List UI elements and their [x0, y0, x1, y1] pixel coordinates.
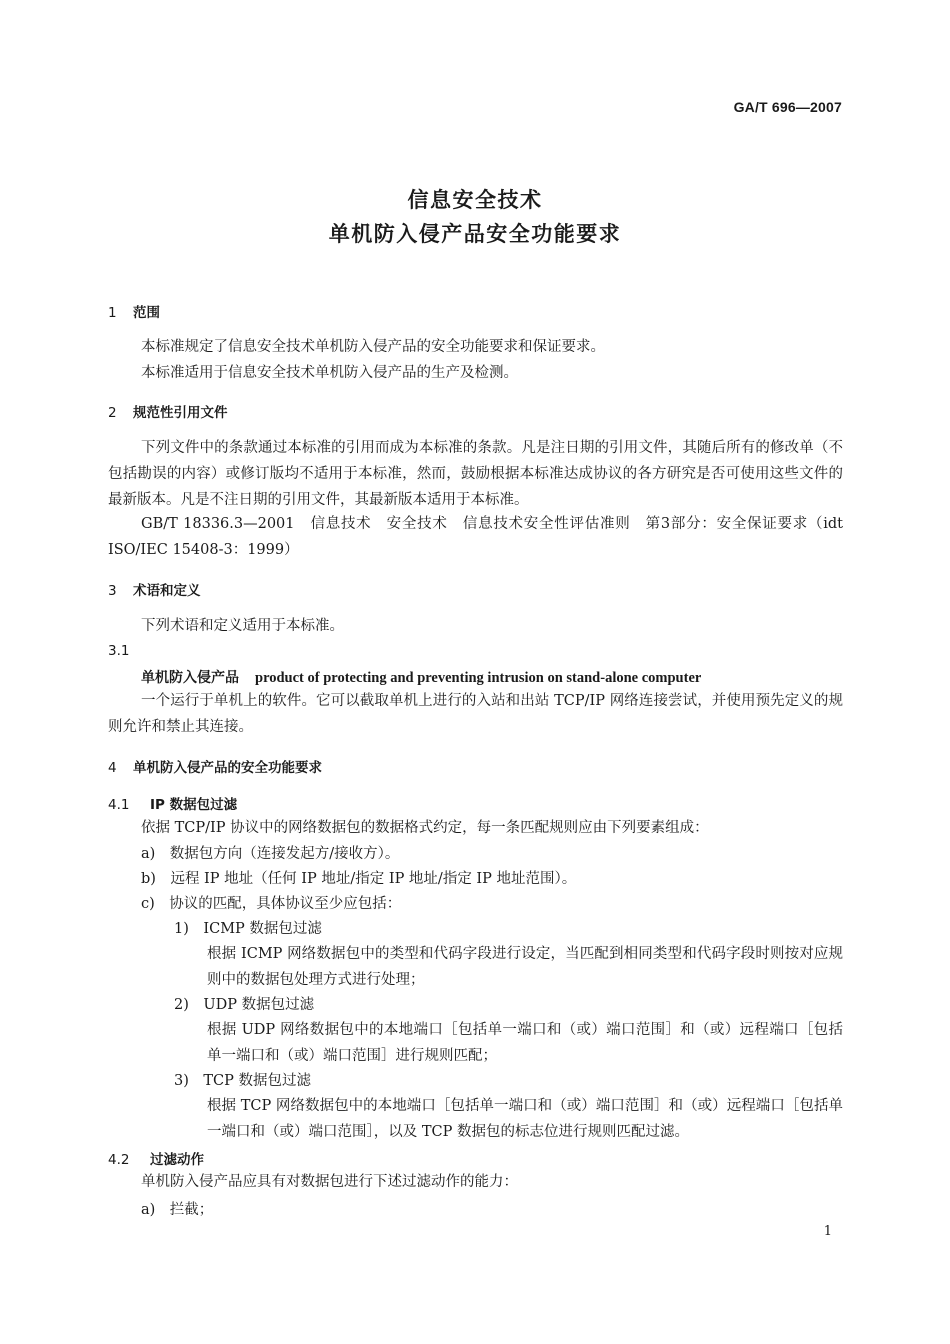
page-number: 1: [823, 1224, 832, 1239]
list-item-c: c) 协议的匹配，具体协议至少应包括：: [141, 896, 402, 912]
term-3-1-definition: 一个运行于单机上的软件。它可以截取单机上进行的入站和出站 TCP/IP 网络连接尝试，并使用预先定义的规则允许和禁止其连接。: [108, 693, 843, 735]
sub-item-1-text: 根据 ICMP 网络数据包中的类型和代码字段进行设定，当匹配到相同类型和代码字段时则按对应规则中的数据包处理方式进行处理；: [207, 946, 843, 988]
section-2-reference: GB/T 18336.3—2001 信息技术 安全技术 信息技术安全性评估准则 第3部分：安全保证要求（idt ISO/IEC 15408-3：1999）: [108, 516, 843, 558]
section-4-2-item-a: a) 拦截；: [141, 1202, 214, 1218]
list-item-a: a) 数据包方向（连接发起方/接收方）。: [141, 846, 400, 862]
section-4-1-intro: 依据 TCP/IP 协议中的网络数据包的数据格式约定，每一条匹配规则应由下列要素组成：: [141, 820, 709, 836]
section-3-heading: 3 术语和定义: [108, 583, 201, 599]
title-line-2: 单机防入侵产品安全功能要求: [328, 222, 622, 246]
sub-item-3-title: 3) TCP 数据包过滤: [174, 1073, 312, 1089]
term-3-1: [141, 667, 701, 687]
sub-item-3-text: 根据 TCP 网络数据包中的本地端口［包括单一端口和（或）端口范围］和（或）远程端口［包括单一端口和（或）端口范围］，以及 TCP 数据包的标志位进行规则匹配过滤。: [207, 1098, 843, 1140]
section-1-para-2: 本标准适用于信息安全技术单机防入侵产品的生产及检测。: [141, 365, 518, 381]
section-3-para-1: 下列术语和定义适用于本标准。: [141, 618, 344, 634]
title-line-1: 信息安全技术: [407, 188, 543, 212]
section-1-para-1: 本标准规定了信息安全技术单机防入侵产品的安全功能要求和保证要求。: [141, 339, 605, 355]
section-4-2-heading: 4.2 过滤动作: [108, 1152, 204, 1168]
sub-item-2-text: 根据 UDP 网络数据包中的本地端口［包括单一端口和（或）端口范围］和（或）远程端口［包括单一端口和（或）端口范围］进行规则匹配；: [207, 1022, 843, 1064]
list-item-b: b) 远程 IP 地址（任何 IP 地址/指定 IP 地址/指定 IP 地址范围）。: [141, 871, 577, 887]
sub-item-2-title: 2) UDP 数据包过滤: [174, 997, 315, 1013]
section-4-2-intro: 单机防入侵产品应具有对数据包进行下述过滤动作的能力：: [141, 1174, 518, 1190]
section-1-heading: 1 范围: [108, 305, 160, 321]
standard-code: GA/T 696—2007: [733, 99, 842, 115]
term-english: product of protecting and preventing intrusion on stand-alone computer: [255, 670, 702, 686]
section-4-heading: 4 单机防入侵产品的安全功能要求: [108, 760, 322, 776]
section-2-para-1: 下列文件中的条款通过本标准的引用而成为本标准的条款。凡是注日期的引用文件，其随后所有的修改单（不包括勘误的内容）或修订版均不适用于本标准，然而，鼓励根据本标准达成协议的各方研究是否可使用这些文件的最新版本。凡是不注日期的引用文件，其最新版本适用于本标准。: [108, 440, 843, 508]
section-2-heading: 2 规范性引用文件: [108, 405, 228, 421]
term-3-1-number: 3.1: [108, 643, 130, 659]
section-4-1-heading: 4.1 IP 数据包过滤: [108, 797, 238, 813]
sub-item-1-title: 1) ICMP 数据包过滤: [174, 921, 322, 937]
term-chinese: 单机防入侵产品: [141, 670, 239, 686]
